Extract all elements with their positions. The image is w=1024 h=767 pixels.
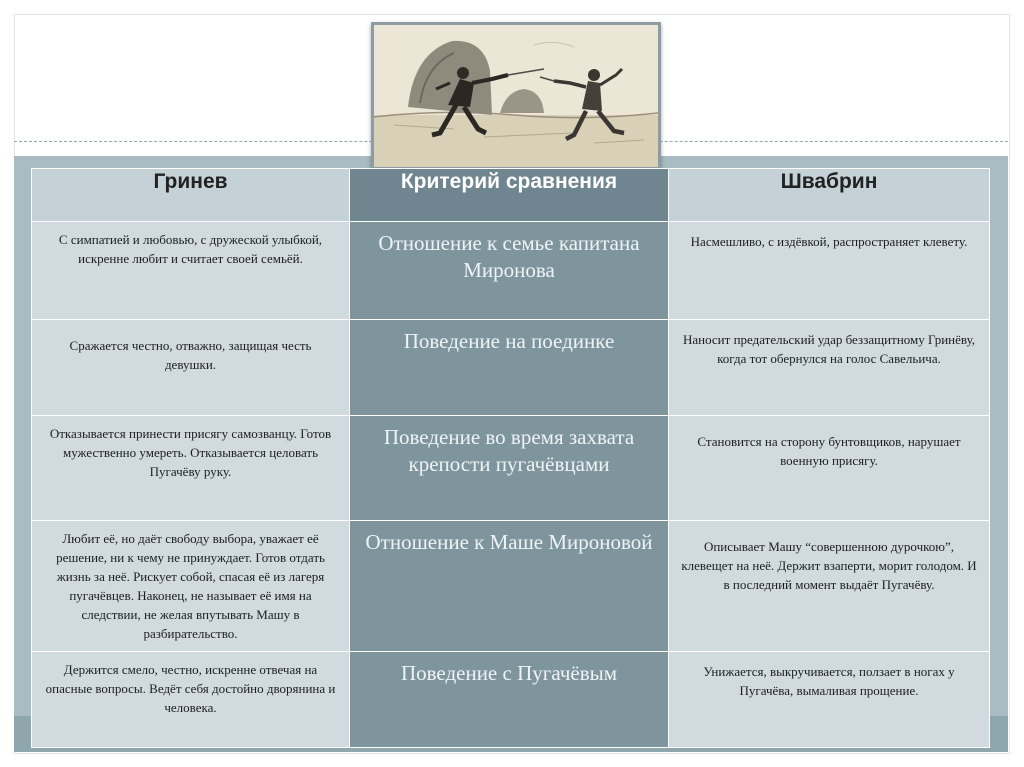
grinev-cell: Держится смело, честно, искренне отвечая на опасные вопросы. Ведёт себя достойно дворянина и человека. bbox=[32, 652, 350, 748]
shvabrin-cell: Насмешливо, с издёвкой, распространяет клевету. bbox=[669, 222, 990, 320]
criterion-cell: Поведение во время захвата крепости пугачёвцами bbox=[350, 416, 669, 521]
header-grinev: Гринев bbox=[32, 169, 350, 222]
criterion-cell: Отношение к семье капитана Миронова bbox=[350, 222, 669, 320]
table-row bbox=[32, 320, 990, 416]
comparison-table bbox=[31, 168, 990, 748]
grinev-cell: Сражается честно, отважно, защищая честь девушки. bbox=[32, 320, 350, 416]
grinev-cell: Любит её, но даёт свободу выбора, уважает её решение, ни к чему не принуждает. Готов отдать жизнь за неё. Рискует собой, спасая её из лагеря пугачёвцев. Наконец, не называет её имя на следствии, не желая впутывать Машу в разбирательство. bbox=[32, 521, 350, 652]
table-row bbox=[32, 521, 990, 652]
criterion-cell: Поведение с Пугачёвым bbox=[350, 652, 669, 748]
shvabrin-cell: Описывает Машу “совершенною дурочкою”, клевещет на неё. Держит взаперти, морит голодом. И в последний момент выдаёт Пугачёву. bbox=[669, 521, 990, 652]
table-header-row bbox=[32, 169, 990, 222]
table-row bbox=[32, 222, 990, 320]
shvabrin-cell: Наносит предательский удар беззащитному Гринёву, когда тот обернулся на голос Савельича. bbox=[669, 320, 990, 416]
criterion-cell: Отношение к Маше Мироновой bbox=[350, 521, 669, 652]
duel-sketch bbox=[374, 25, 658, 167]
grinev-cell: Отказывается принести присягу самозванцу. Готов мужественно умереть. Отказывается целовать Пугачёву руку. bbox=[32, 416, 350, 521]
header-shvabrin: Швабрин bbox=[669, 169, 990, 222]
duel-illustration bbox=[371, 22, 661, 170]
header-criterion: Критерий сравнения bbox=[350, 169, 669, 222]
shvabrin-cell: Становится на сторону бунтовщиков, нарушает военную присягу. bbox=[669, 416, 990, 521]
shvabrin-cell: Унижается, выкручивается, ползает в ногах у Пугачёва, вымаливая прощение. bbox=[669, 652, 990, 748]
criterion-cell: Поведение на поединке bbox=[350, 320, 669, 416]
table-row bbox=[32, 416, 990, 521]
grinev-cell: С симпатией и любовью, с дружеской улыбкой, искренне любит и считает своей семьёй. bbox=[32, 222, 350, 320]
table-row bbox=[32, 652, 990, 748]
